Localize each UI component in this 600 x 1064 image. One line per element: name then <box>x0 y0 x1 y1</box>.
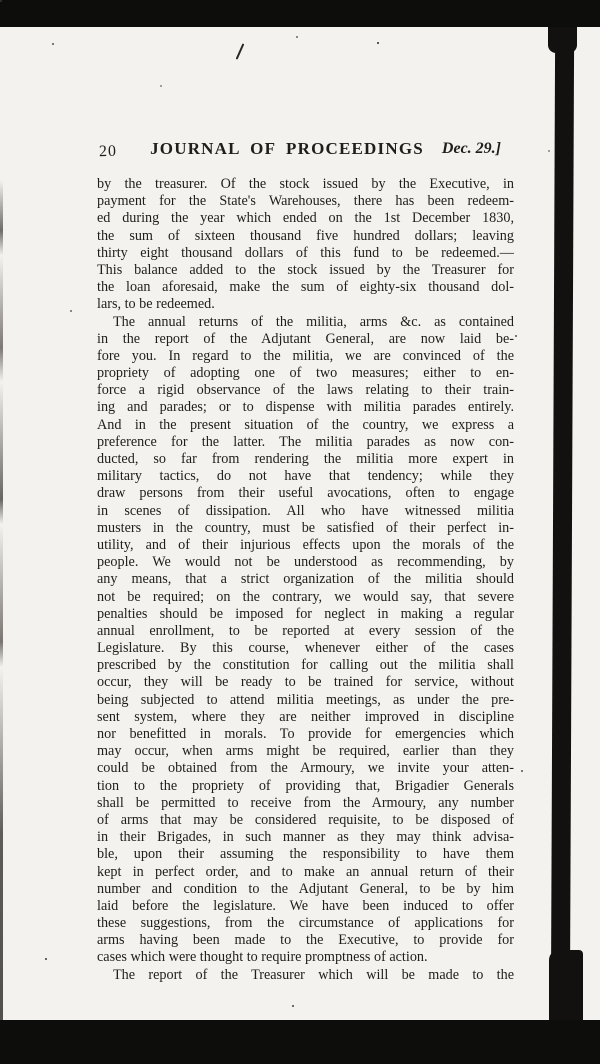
text-line: not be required; on the contrary, we would say, that severe <box>97 588 514 605</box>
text-line: musters in the country, must be satisfied of their perfect in- <box>97 519 514 536</box>
text-line: number and condition to the Adjutant General, to be by him <box>97 880 514 897</box>
text-line: being subjected to attend militia meetings, as under the pre- <box>97 691 514 708</box>
running-title: JOURNAL OF PROCEEDINGS <box>150 139 424 158</box>
page-left-edge <box>0 180 3 1020</box>
text-line: shall be permitted to receive from the Armoury, any number <box>97 794 514 811</box>
text-line: preference for the latter. The militia parades as now con- <box>97 433 514 450</box>
text-line: thirty eight thousand dollars of this fund to be redeemed.— <box>97 244 514 261</box>
text-line: payment for the State's Warehouses, there has been redeem- <box>97 193 514 210</box>
text-line: sent system, where they are neither improved in discipline <box>97 708 514 725</box>
paragraph <box>97 314 514 967</box>
text-line: Legislature. By this course, whenever either of the cases <box>97 640 514 657</box>
text-line: people. We would not be understood as recommending, by <box>97 554 514 571</box>
text-line: This balance added to the stock issued by the Treasurer for <box>97 261 514 278</box>
text-line: laid before the legislature. We have been induced to offer <box>97 897 514 914</box>
text-line: occur, they will be ready to be trained for service, without <box>97 674 514 691</box>
text-line: cases which were thought to require promptness of action. <box>97 949 428 966</box>
text-line: could be obtained from the Armoury, we invite your atten- <box>97 760 514 777</box>
text-line: the loan aforesaid, make the sum of eighty-six thousand dol- <box>97 279 514 296</box>
paragraph <box>97 176 514 314</box>
text-line: penalties should be imposed for neglect in making a regular <box>97 605 514 622</box>
text-line: And in the present situation of the country, we express a <box>97 416 514 433</box>
text-line: kept in perfect order, and to make an annual return of their <box>97 863 514 880</box>
text-line: ducted, so far from rendering the militia more expert in <box>97 451 514 467</box>
paragraph <box>97 967 514 984</box>
text-line: draw persons from their useful avocations, often to engage <box>97 485 514 502</box>
text-line: may occur, when arms might be required, earlier than they <box>97 743 514 760</box>
text-line: the sum of sixteen thousand five hundred dollars; leaving <box>97 227 514 244</box>
text-line: The annual returns of the militia, arms &c. as contained <box>113 313 514 330</box>
text-line: propriety of adopting one of two measures; either to en- <box>97 365 514 382</box>
text-line: in their Brigades, in such manner as they may think advisa- <box>97 829 514 846</box>
text-line: ble, upon their assuming the responsibility to have them <box>97 846 514 863</box>
scanned-page <box>0 27 600 1020</box>
text-line: ing and parades; or to dispense with militia parades entirely. <box>97 399 514 416</box>
page-header <box>0 139 600 165</box>
text-line: ed during the year which ended on the 1st December 1830, <box>97 210 514 227</box>
text-line: by the treasurer. Of the stock issued by the Executive, in <box>97 176 514 192</box>
text-line: any means, that a strict organization of the militia should <box>97 571 514 588</box>
text-line: force a rigid observance of the laws relating to their train- <box>97 382 514 399</box>
text-line: in scenes of dissipation. All who have witnessed militia <box>97 502 514 519</box>
text-line: military tactics, do not have that tendency; while they <box>97 468 514 485</box>
binding-shadow-bottom <box>549 950 583 1020</box>
scan-specks <box>0 0 1 1</box>
text-line: these suggestions, from the circumstance of applications for <box>97 915 514 932</box>
text-block <box>97 176 514 984</box>
text-line: fore you. In regard to the militia, we are convinced of the <box>97 347 514 364</box>
text-line: in the report of the Adjutant General, are now laid be- <box>97 330 514 347</box>
text-line: annual enrollment, to be reported at every session of the <box>97 622 514 639</box>
text-line: prescribed by the constitution for calling out the militia shall <box>97 657 514 674</box>
text-line: utility, and of their injurious effects upon the morals of the <box>97 536 514 553</box>
text-line: lars, to be redeemed. <box>97 296 215 313</box>
page-number: 20 <box>98 142 118 161</box>
text-line: tion to the propriety of providing that, Brigadier Generals <box>97 777 514 794</box>
text-line: of arms that may be considered requisite, to be disposed of <box>97 811 514 828</box>
text-line: nor benefitted in morals. To provide for emergencies which <box>97 726 514 742</box>
text-line: The report of the Treasurer which will be made to the <box>113 966 514 983</box>
header-date: Dec. 29.] <box>441 140 501 157</box>
text-line: arms having been made to the Executive, to provide for <box>97 932 514 949</box>
